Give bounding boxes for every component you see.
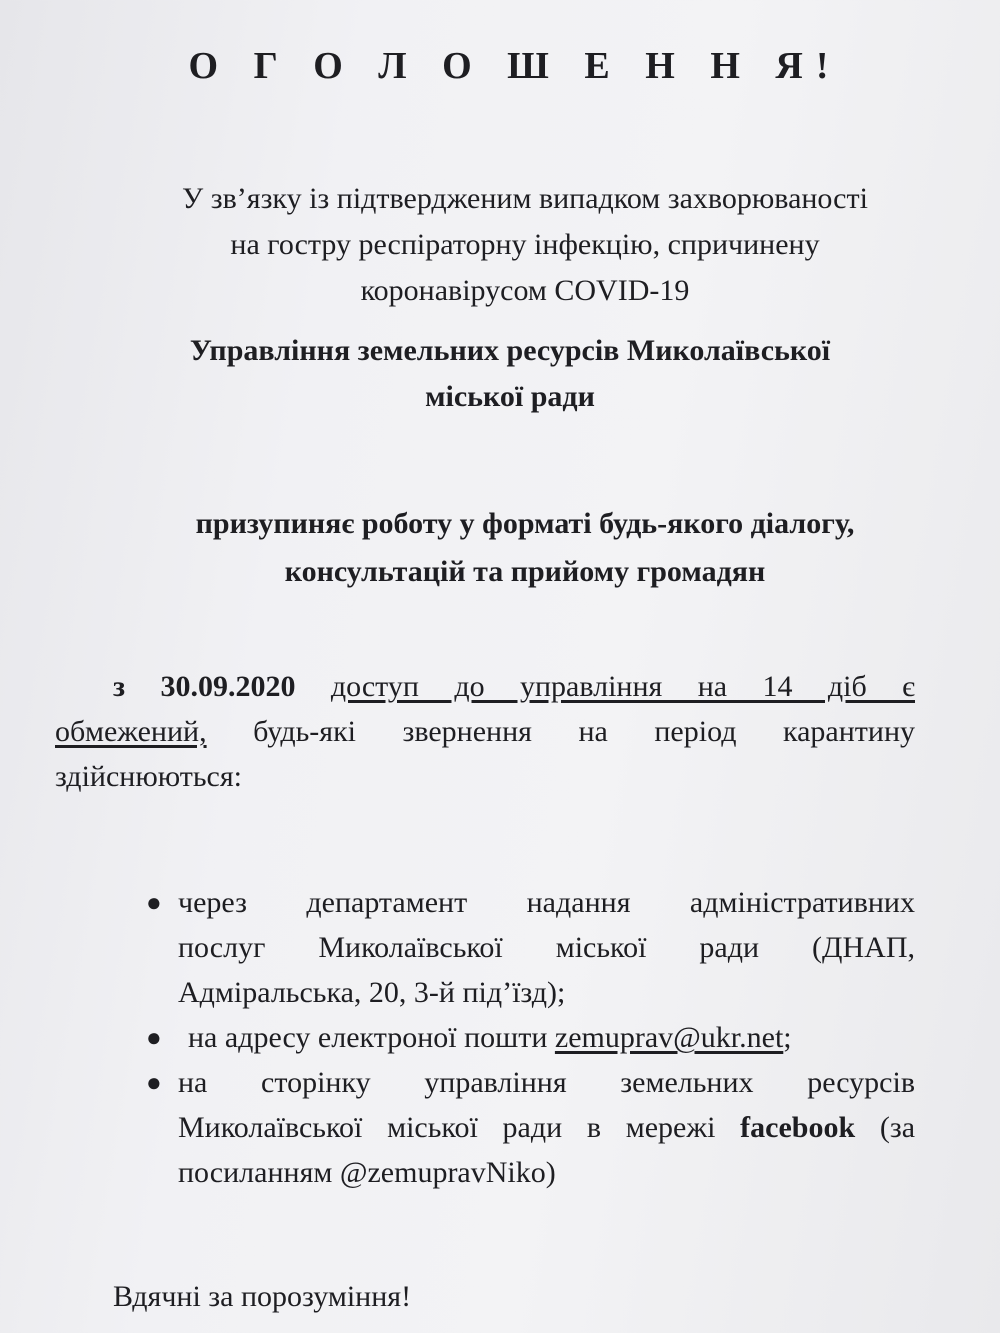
facebook-handle: посиланням @zemupravNiko) — [178, 1156, 556, 1189]
list-item — [140, 1015, 915, 1060]
department-name — [60, 328, 960, 420]
email-suffix: ; — [783, 1021, 792, 1054]
bullet-icon: ● — [146, 888, 162, 917]
list-item — [140, 1060, 915, 1195]
notice-text: будь-які звернення на період карантину — [253, 715, 916, 748]
intro-paragraph — [80, 176, 970, 314]
list-item-line — [178, 1105, 915, 1150]
suspension-line: призупиняє роботу у форматі будь-якого діалогу, — [195, 507, 855, 540]
suspension-line: консультацій та прийому громадян — [284, 555, 766, 588]
bullet-icon: ● — [146, 1068, 162, 1097]
list-item-line: через департамент надання адміністративних — [178, 886, 915, 919]
notice-line-1 — [55, 664, 915, 709]
email-link[interactable]: zemuprav@ukr.net — [554, 1021, 784, 1054]
email-prefix: на адресу електроної пошти — [188, 1021, 548, 1054]
facebook-suffix: (за — [879, 1111, 916, 1144]
closing-thanks: Вдячні за порозуміння! — [113, 1280, 412, 1313]
notice-prefix: з — [113, 670, 126, 703]
facebook-prefix: Миколаївської міської ради в мережі — [178, 1111, 716, 1144]
access-restriction-text-cont: обмежений, — [55, 715, 207, 748]
contact-channels-list — [140, 880, 915, 1195]
list-item — [140, 880, 915, 1015]
department-line: Управління земельних ресурсів Миколаївської — [189, 334, 831, 367]
access-notice — [55, 664, 915, 799]
list-item-line — [178, 1015, 915, 1060]
suspension-statement — [60, 500, 990, 596]
intro-line: У зв’язку із підтвердженим випадком захворюваності — [182, 182, 868, 215]
intro-line: коронавірусом COVID-19 — [360, 274, 690, 307]
document-title: О Г О Л О Ш Е Н Н Я! — [188, 45, 842, 87]
notice-line-2 — [55, 709, 915, 754]
list-item-line: послуг Миколаївської міської ради (ДНАП, — [178, 931, 915, 964]
notice-date: 30.09.2020 — [160, 670, 296, 703]
intro-line: на гостру респіраторну інфекцію, спричинену — [230, 228, 820, 261]
notice-line-3: здійснюються: — [55, 760, 243, 793]
department-line: міської ради — [425, 380, 595, 413]
bullet-icon: ● — [146, 1023, 162, 1052]
facebook-name: facebook — [740, 1111, 856, 1144]
access-restriction-text: доступ до управління на 14 діб є — [330, 670, 915, 703]
list-item-line: Адміральська, 20, 3-й під’їзд); — [178, 976, 566, 1009]
list-item-line: на сторінку управління земельних ресурсів — [178, 1066, 915, 1099]
